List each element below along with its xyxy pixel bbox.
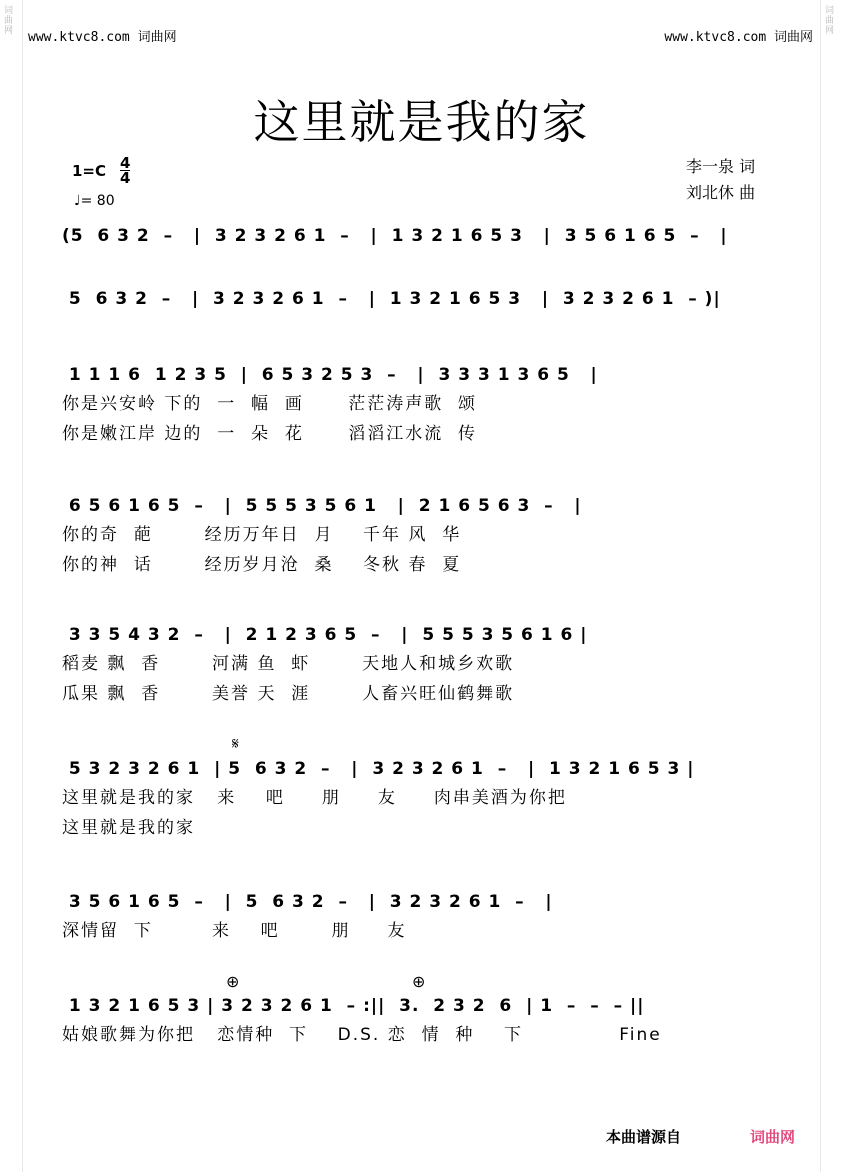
right-watermark-strip xyxy=(820,0,843,1172)
left-watermark-strip xyxy=(0,0,23,1172)
notes-line: 3 5 6 1 6 5 – | 5 6 3 2 – | 3 2 3 2 6 1 – | xyxy=(62,892,553,912)
notes-line: 6 5 6 1 6 5 – | 5 5 5 3 5 6 1 | 2 1 6 5 6 3 – | xyxy=(62,496,582,516)
source-site-link[interactable]: 词曲网 xyxy=(750,1128,796,1146)
score-row-2 xyxy=(62,285,782,313)
lyric-line-2: 瓜果 飘 香 美誉 天 涯 人畜兴旺仙鹤舞歌 xyxy=(62,684,515,704)
lyric-line-2: 这里就是我的家 xyxy=(62,818,195,838)
composer-credit: 刘北休 曲 xyxy=(686,183,756,202)
header-right-site: www.ktvc8.com 词曲网 xyxy=(664,30,813,45)
notes-line: 1 1 1 6 1 2 3 5 | 6 5 3 2 5 3 – | 3 3 3 1 3 6 5 | xyxy=(62,365,598,385)
notes-line: 1 3 2 1 6 5 3 | 3 2 3 2 6 1 – :|| 3. 2 3 2 6 | 1 – – – || xyxy=(62,996,645,1016)
lyric-line-1: 稻麦 飘 香 河满 鱼 虾 天地人和城乡欢歌 xyxy=(62,654,515,674)
lyric-line-2: 你是嫩江岸 边的 一 朵 花 滔滔江水流 传 xyxy=(62,424,478,444)
lyricist-credit: 李一泉 词 xyxy=(686,157,756,176)
key-signature xyxy=(72,156,130,185)
lyric-line-1: 深情留 下 来 吧 朋 友 xyxy=(62,921,407,941)
header-left-site: www.ktvc8.com 词曲网 xyxy=(28,30,177,45)
score-row-1 xyxy=(62,222,782,250)
score-row-6 xyxy=(62,755,782,843)
segno-icon: 𝄋 xyxy=(232,734,239,753)
score-row-7 xyxy=(62,888,782,946)
score-row-5 xyxy=(62,621,782,709)
watermark-text: 词 曲 网 xyxy=(825,6,835,36)
notes-line: (5 6 3 2 – | 3 2 3 2 6 1 – | 1 3 2 1 6 5 3 | 3 5 6 1 6 5 – | xyxy=(62,226,728,246)
watermark-text: 词 曲 网 xyxy=(4,6,14,36)
tempo-marking: ♩= 80 xyxy=(74,193,115,209)
score-row-4 xyxy=(62,492,782,580)
lyric-line-1: 这里就是我的家 来 吧 朋 友 肉串美酒为你把 xyxy=(62,788,567,808)
lyric-line-1: 你的奇 葩 经历万年日 月 千年 风 华 xyxy=(62,525,462,545)
notes-line: 3 3 5 4 3 2 – | 2 1 2 3 6 5 – | 5 5 5 3 5 6 1 6 | xyxy=(62,625,588,645)
lyric-line-1: 你是兴安岭 下的 一 幅 画 茫茫涛声歌 颂 xyxy=(62,394,478,414)
lyric-line-1: 姑娘歌舞为你把 恋情种 下 D.S. 恋 情 种 下 Fine xyxy=(62,1025,662,1045)
song-title: 这里就是我的家 xyxy=(253,95,590,149)
coda-icon: ⊕ xyxy=(412,972,426,991)
key-label: 1=C xyxy=(72,161,107,180)
notes-line: 5 6 3 2 – | 3 2 3 2 6 1 – | 1 3 2 1 6 5 3 | 3 2 3 2 6 1 – )| xyxy=(62,289,721,309)
coda-icon: ⊕ xyxy=(226,972,240,991)
score-row-3 xyxy=(62,361,782,449)
quarter-note-icon: ♩ xyxy=(74,193,81,209)
score-row-8 xyxy=(62,992,782,1050)
lyric-line-2: 你的神 话 经历岁月沧 桑 冬秋 春 夏 xyxy=(62,555,462,575)
source-label: 本曲谱源自 xyxy=(606,1128,682,1146)
time-signature: $\frac{4}{4}$ xyxy=(120,154,131,187)
notes-line: 5 3 2 3 2 6 1 | 5 6 3 2 – | 3 2 3 2 6 1 – | 1 3 2 1 6 5 3 | xyxy=(62,759,695,779)
